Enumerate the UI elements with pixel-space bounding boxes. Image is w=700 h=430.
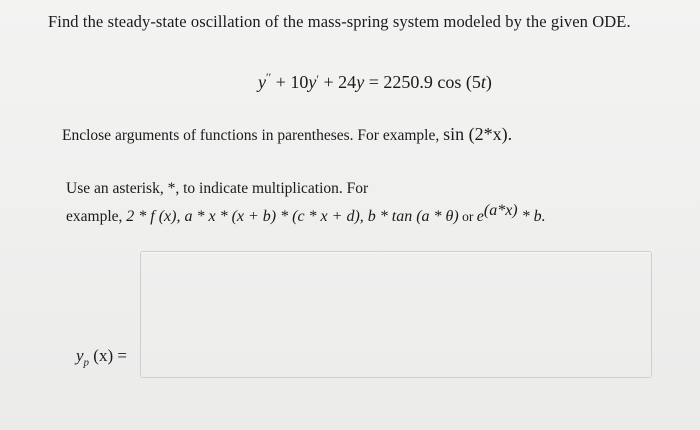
ode-equals: = 2250.9 cos (5 <box>364 72 481 92</box>
exp-tail: * b. <box>517 208 546 226</box>
question-prompt: Find the steady-state oscillation of the mass-spring system modeled by the given ODE. <box>48 12 631 31</box>
answer-label <box>76 346 127 368</box>
asterisk-instruction <box>66 178 546 228</box>
asterisk-or-text: or <box>458 209 477 225</box>
ode-t: t <box>480 72 486 92</box>
ode-y0: y <box>356 72 365 92</box>
exp-superscript: (a*x) <box>483 202 518 219</box>
ode-y2: y <box>258 72 266 92</box>
ode-y1-mark: ′ <box>316 72 320 86</box>
exp-base: e <box>476 208 484 226</box>
ode-y1: y <box>308 72 317 92</box>
asterisk-example-prefix: example, <box>66 208 127 226</box>
answer-label-y: y <box>76 346 84 365</box>
asterisk-example-math: 2 * f (x), a * x * (x + b) * (c * x + d), b * tan (a * θ) <box>126 208 459 226</box>
ode-equation <box>258 72 492 93</box>
ode-plus1: + 10 <box>271 72 309 92</box>
ode-close: ) <box>485 72 492 92</box>
enclose-example: sin (2*x). <box>443 124 513 144</box>
asterisk-line-2 <box>66 200 546 228</box>
enclose-text: Enclose arguments of functions in parentheses. For example, <box>62 127 444 144</box>
answer-input-box[interactable] <box>140 251 652 378</box>
answer-label-rest: (x) = <box>89 346 127 365</box>
asterisk-line-1: Use an asterisk, *, to indicate multiplication. For <box>66 180 369 197</box>
enclose-instruction <box>62 124 512 145</box>
ode-y2-mark: ′′ <box>266 70 272 84</box>
ode-plus2: + 24 <box>319 72 357 92</box>
answer-label-sub: p <box>83 356 90 369</box>
